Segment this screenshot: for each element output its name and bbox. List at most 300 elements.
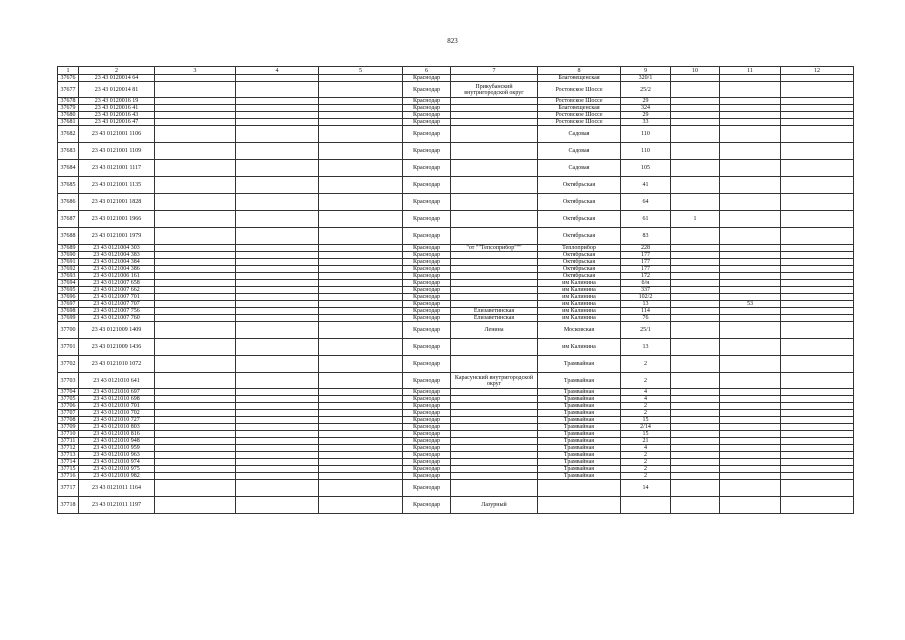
table-cell — [720, 287, 781, 294]
page-number: 823 — [447, 37, 458, 45]
table-cell — [720, 82, 781, 98]
table-cell — [720, 473, 781, 480]
table-cell — [451, 389, 538, 396]
table-cell — [236, 245, 319, 252]
table-row — [58, 417, 854, 424]
table-cell: Краснодар — [403, 177, 451, 194]
table-cell — [621, 497, 671, 514]
table-cell — [319, 194, 403, 211]
table-cell: 23 43 0121001 1135 — [79, 177, 155, 194]
table-cell: 23 43 0121009 1409 — [79, 322, 155, 339]
column-header: 11 — [720, 67, 781, 75]
table-cell — [451, 473, 538, 480]
table-cell: 37686 — [58, 194, 79, 211]
table-cell — [781, 308, 854, 315]
table-cell — [319, 98, 403, 105]
table-cell: 53 — [720, 301, 781, 308]
table-cell: 23 43 0120016 43 — [79, 112, 155, 119]
table-cell — [236, 373, 319, 389]
table-cell: 37696 — [58, 294, 79, 301]
table-cell — [236, 126, 319, 143]
table-cell — [781, 452, 854, 459]
table-cell — [720, 373, 781, 389]
table-cell — [781, 211, 854, 228]
table-cell: 37711 — [58, 438, 79, 445]
table-cell: Краснодар — [403, 112, 451, 119]
table-cell: 23 43 0121007 756 — [79, 308, 155, 315]
table-cell — [720, 273, 781, 280]
table-cell — [451, 177, 538, 194]
table-cell — [236, 438, 319, 445]
table-row — [58, 126, 854, 143]
table-cell — [720, 177, 781, 194]
table-cell — [236, 356, 319, 373]
table-cell — [451, 431, 538, 438]
table-cell — [236, 194, 319, 211]
table-cell — [155, 466, 236, 473]
table-cell: 15 — [621, 431, 671, 438]
table-cell — [781, 373, 854, 389]
table-row — [58, 389, 854, 396]
table-cell: Краснодар — [403, 445, 451, 452]
table-cell: 2 — [621, 459, 671, 466]
table-cell — [155, 105, 236, 112]
table-cell — [781, 294, 854, 301]
table-cell: Трамвайная — [538, 396, 621, 403]
table-cell: Краснодар — [403, 266, 451, 273]
table-cell — [720, 160, 781, 177]
table-cell — [319, 177, 403, 194]
table-cell — [671, 322, 720, 339]
table-cell: 37678 — [58, 98, 79, 105]
table-cell: 37681 — [58, 119, 79, 126]
table-cell — [720, 356, 781, 373]
table-cell — [781, 315, 854, 322]
table-cell — [720, 322, 781, 339]
table-cell — [155, 266, 236, 273]
table-cell: 61 — [621, 211, 671, 228]
table-cell — [781, 410, 854, 417]
table-cell: Краснодар — [403, 143, 451, 160]
column-header: 2 — [79, 67, 155, 75]
table-cell — [236, 410, 319, 417]
table-cell — [319, 438, 403, 445]
table-cell: 37687 — [58, 211, 79, 228]
table-cell: 110 — [621, 143, 671, 160]
table-cell: 23 43 0120014 64 — [79, 75, 155, 82]
table-cell — [781, 466, 854, 473]
table-cell — [155, 396, 236, 403]
table-cell — [720, 126, 781, 143]
table-row — [58, 315, 854, 322]
column-header: 7 — [451, 67, 538, 75]
table-cell — [236, 119, 319, 126]
table-cell: 23 43 0121010 982 — [79, 473, 155, 480]
table-cell — [671, 424, 720, 431]
table-cell: 23 43 0120016 47 — [79, 119, 155, 126]
table-cell — [236, 466, 319, 473]
table-cell: 23 43 0121007 662 — [79, 287, 155, 294]
table-cell — [319, 452, 403, 459]
table-cell: 23 43 0121010 963 — [79, 452, 155, 459]
table-cell — [319, 143, 403, 160]
table-row — [58, 194, 854, 211]
table-cell — [236, 98, 319, 105]
table-row — [58, 396, 854, 403]
table-cell — [319, 389, 403, 396]
table-cell — [781, 356, 854, 373]
table-cell — [236, 112, 319, 119]
table-cell: 102/2 — [621, 294, 671, 301]
table-cell — [451, 287, 538, 294]
table-cell — [451, 280, 538, 287]
table-cell: 37704 — [58, 389, 79, 396]
table-row — [58, 245, 854, 252]
table-cell: 2 — [621, 466, 671, 473]
table-cell: 37708 — [58, 417, 79, 424]
table-cell: 23 43 0121010 697 — [79, 389, 155, 396]
table-cell: им Калинина — [538, 339, 621, 356]
table-cell — [155, 473, 236, 480]
table-cell — [319, 497, 403, 514]
table-cell — [720, 308, 781, 315]
table-cell: Елизаветинская — [451, 308, 538, 315]
table-cell — [720, 119, 781, 126]
table-cell: 37703 — [58, 373, 79, 389]
table-cell: 23 43 0120016 41 — [79, 105, 155, 112]
table-cell — [671, 252, 720, 259]
table-cell — [720, 280, 781, 287]
table-cell — [319, 259, 403, 266]
table-cell — [720, 259, 781, 266]
table-cell: 37717 — [58, 480, 79, 497]
table-cell — [155, 294, 236, 301]
table-cell — [451, 105, 538, 112]
table-cell — [319, 473, 403, 480]
table-row — [58, 438, 854, 445]
table-cell — [781, 160, 854, 177]
table-cell: Краснодар — [403, 459, 451, 466]
table-cell: Ростовское Шоссе — [538, 112, 621, 119]
table-cell — [720, 112, 781, 119]
table-cell: 4 — [621, 445, 671, 452]
table-row — [58, 143, 854, 160]
table-cell: 37680 — [58, 112, 79, 119]
table-cell — [236, 280, 319, 287]
table-cell: 37685 — [58, 177, 79, 194]
table-cell — [671, 452, 720, 459]
table-cell — [155, 308, 236, 315]
table-row — [58, 119, 854, 126]
table-cell: Краснодар — [403, 82, 451, 98]
table-cell — [155, 373, 236, 389]
table-cell — [720, 497, 781, 514]
table-cell: 37713 — [58, 452, 79, 459]
table-cell — [671, 228, 720, 245]
table-cell — [155, 82, 236, 98]
table-cell — [319, 308, 403, 315]
table-cell: 37698 — [58, 308, 79, 315]
table-cell: Трамвайная — [538, 431, 621, 438]
table-cell — [720, 105, 781, 112]
table-cell — [155, 160, 236, 177]
table-cell: Краснодар — [403, 403, 451, 410]
table-cell: им Калинина — [538, 315, 621, 322]
table-cell — [155, 459, 236, 466]
table-cell — [451, 410, 538, 417]
table-cell: 37710 — [58, 431, 79, 438]
table-cell: 1 — [671, 211, 720, 228]
table-cell: Краснодар — [403, 119, 451, 126]
table-cell — [155, 389, 236, 396]
table-cell: 23 43 0121001 1828 — [79, 194, 155, 211]
table-cell: 37706 — [58, 403, 79, 410]
table-cell: 2 — [621, 410, 671, 417]
table-cell — [155, 410, 236, 417]
table-cell: Краснодар — [403, 98, 451, 105]
table-row — [58, 98, 854, 105]
table-cell: 2 — [621, 356, 671, 373]
table-cell: Садовая — [538, 126, 621, 143]
table-cell — [155, 228, 236, 245]
table-cell: 23 43 0121010 959 — [79, 445, 155, 452]
table-cell: 23 43 0121010 803 — [79, 424, 155, 431]
table-cell — [781, 105, 854, 112]
table-cell — [671, 160, 720, 177]
table-cell: Благовещенская — [538, 75, 621, 82]
table-cell — [720, 339, 781, 356]
table-cell — [720, 403, 781, 410]
table-cell — [781, 266, 854, 273]
table-cell — [781, 287, 854, 294]
table-cell — [451, 273, 538, 280]
table-cell: Краснодар — [403, 259, 451, 266]
table-cell — [319, 75, 403, 82]
table-cell — [671, 438, 720, 445]
table-cell: 23 43 0121010 701 — [79, 403, 155, 410]
table-cell — [155, 245, 236, 252]
table-cell: 324 — [621, 105, 671, 112]
table-cell — [236, 287, 319, 294]
table-cell: 23 43 0121001 1117 — [79, 160, 155, 177]
table-cell — [236, 294, 319, 301]
table-cell — [781, 322, 854, 339]
table-row — [58, 356, 854, 373]
table-cell — [155, 497, 236, 514]
table-cell: 320/1 — [621, 75, 671, 82]
table-cell — [319, 445, 403, 452]
table-cell: Краснодар — [403, 252, 451, 259]
table-row — [58, 252, 854, 259]
table-cell: Краснодар — [403, 315, 451, 322]
table-cell — [236, 459, 319, 466]
table-cell — [720, 431, 781, 438]
table-row — [58, 160, 854, 177]
table-cell — [319, 459, 403, 466]
table-cell: Московская — [538, 322, 621, 339]
table-cell: Елизаветинская — [451, 315, 538, 322]
table-row — [58, 373, 854, 389]
table-cell — [781, 228, 854, 245]
table-cell: Трамвайная — [538, 459, 621, 466]
table-cell — [671, 177, 720, 194]
table-cell — [671, 473, 720, 480]
table-cell: 37683 — [58, 143, 79, 160]
table-cell — [720, 211, 781, 228]
table-cell — [671, 315, 720, 322]
table-cell — [319, 410, 403, 417]
table-cell: им Калинина — [538, 280, 621, 287]
table-cell: Краснодар — [403, 75, 451, 82]
table-cell — [451, 266, 538, 273]
table-cell — [319, 211, 403, 228]
table-row — [58, 322, 854, 339]
table-cell — [451, 466, 538, 473]
table-cell: Октябрьская — [538, 228, 621, 245]
table-cell — [671, 143, 720, 160]
table-cell: Ростовское Шоссе — [538, 119, 621, 126]
table-cell — [451, 126, 538, 143]
table-cell — [319, 431, 403, 438]
table-row — [58, 287, 854, 294]
table-row — [58, 82, 854, 98]
table-cell: Трамвайная — [538, 389, 621, 396]
table-cell — [155, 112, 236, 119]
table-cell: Ростовское Шоссе — [538, 82, 621, 98]
table-cell — [781, 396, 854, 403]
table-cell — [155, 177, 236, 194]
table-cell — [451, 403, 538, 410]
table-cell — [451, 75, 538, 82]
table-cell: Краснодар — [403, 294, 451, 301]
table-cell — [236, 473, 319, 480]
table-cell — [319, 266, 403, 273]
table-cell — [671, 294, 720, 301]
table-cell — [781, 259, 854, 266]
table-cell — [671, 373, 720, 389]
table-cell: 37712 — [58, 445, 79, 452]
table-cell: Краснодар — [403, 480, 451, 497]
table-cell: 177 — [621, 252, 671, 259]
table-cell: 23 43 0121010 702 — [79, 410, 155, 417]
table-cell: 13 — [621, 339, 671, 356]
table-row — [58, 497, 854, 514]
table-cell — [671, 75, 720, 82]
table-cell — [319, 466, 403, 473]
table-cell — [720, 459, 781, 466]
table-cell — [319, 245, 403, 252]
table-cell: им Калинина — [538, 287, 621, 294]
table-cell: 37679 — [58, 105, 79, 112]
table-cell — [720, 228, 781, 245]
table-cell: 21 — [621, 438, 671, 445]
table-row — [58, 445, 854, 452]
table-cell — [671, 287, 720, 294]
table-cell — [451, 301, 538, 308]
table-cell — [319, 126, 403, 143]
table-cell — [319, 424, 403, 431]
table-cell: 2 — [621, 473, 671, 480]
table-cell — [720, 98, 781, 105]
table-cell: 110 — [621, 126, 671, 143]
table-cell: 23 43 0121004 384 — [79, 259, 155, 266]
table-row — [58, 466, 854, 473]
table-cell: 23 43 0121001 1966 — [79, 211, 155, 228]
column-header: 1 — [58, 67, 79, 75]
table-cell — [671, 119, 720, 126]
table-cell — [781, 194, 854, 211]
table-cell — [671, 112, 720, 119]
table-cell: 37694 — [58, 280, 79, 287]
table-cell — [155, 211, 236, 228]
table-cell — [236, 211, 319, 228]
table-cell — [538, 480, 621, 497]
table-cell — [319, 339, 403, 356]
table-cell: 37684 — [58, 160, 79, 177]
table-cell — [451, 119, 538, 126]
table-cell — [720, 445, 781, 452]
table-cell — [671, 431, 720, 438]
table-cell — [319, 280, 403, 287]
table-cell — [236, 389, 319, 396]
table-cell — [671, 126, 720, 143]
table-cell — [155, 143, 236, 160]
table-cell: 29 — [621, 112, 671, 119]
table-cell: 2/14 — [621, 424, 671, 431]
table-cell: Октябрьская — [538, 266, 621, 273]
table-cell — [155, 194, 236, 211]
table-cell — [451, 98, 538, 105]
table-cell — [319, 301, 403, 308]
table-cell — [671, 480, 720, 497]
table-cell: 23 43 0120016 19 — [79, 98, 155, 105]
table-cell: Трамвайная — [538, 410, 621, 417]
table-cell — [781, 112, 854, 119]
table-cell: 23 43 0121004 383 — [79, 252, 155, 259]
table-cell — [781, 177, 854, 194]
table-cell: 23 43 0121007 701 — [79, 294, 155, 301]
table-cell — [671, 245, 720, 252]
table-cell — [671, 259, 720, 266]
table-cell: Краснодар — [403, 301, 451, 308]
table-cell: 25/1 — [621, 322, 671, 339]
table-cell — [451, 452, 538, 459]
table-cell — [236, 403, 319, 410]
table-cell — [155, 301, 236, 308]
table-cell: Ленина — [451, 322, 538, 339]
table-cell: 33 — [621, 119, 671, 126]
table-cell — [319, 228, 403, 245]
table-cell — [236, 445, 319, 452]
table-cell — [155, 126, 236, 143]
table-cell: 177 — [621, 259, 671, 266]
table-cell — [781, 273, 854, 280]
table-cell: Октябрьская — [538, 194, 621, 211]
table-cell — [236, 259, 319, 266]
table-cell: Октябрьская — [538, 273, 621, 280]
table-cell — [671, 301, 720, 308]
table-cell — [319, 373, 403, 389]
table-cell — [236, 252, 319, 259]
table-cell — [236, 339, 319, 356]
table-cell: 2 — [621, 452, 671, 459]
table-cell: Октябрьская — [538, 252, 621, 259]
table-cell — [781, 143, 854, 160]
table-cell: 337 — [621, 287, 671, 294]
table-cell — [155, 339, 236, 356]
table-cell: Теплоприбор — [538, 245, 621, 252]
table-cell: 23 43 0121010 641 — [79, 373, 155, 389]
